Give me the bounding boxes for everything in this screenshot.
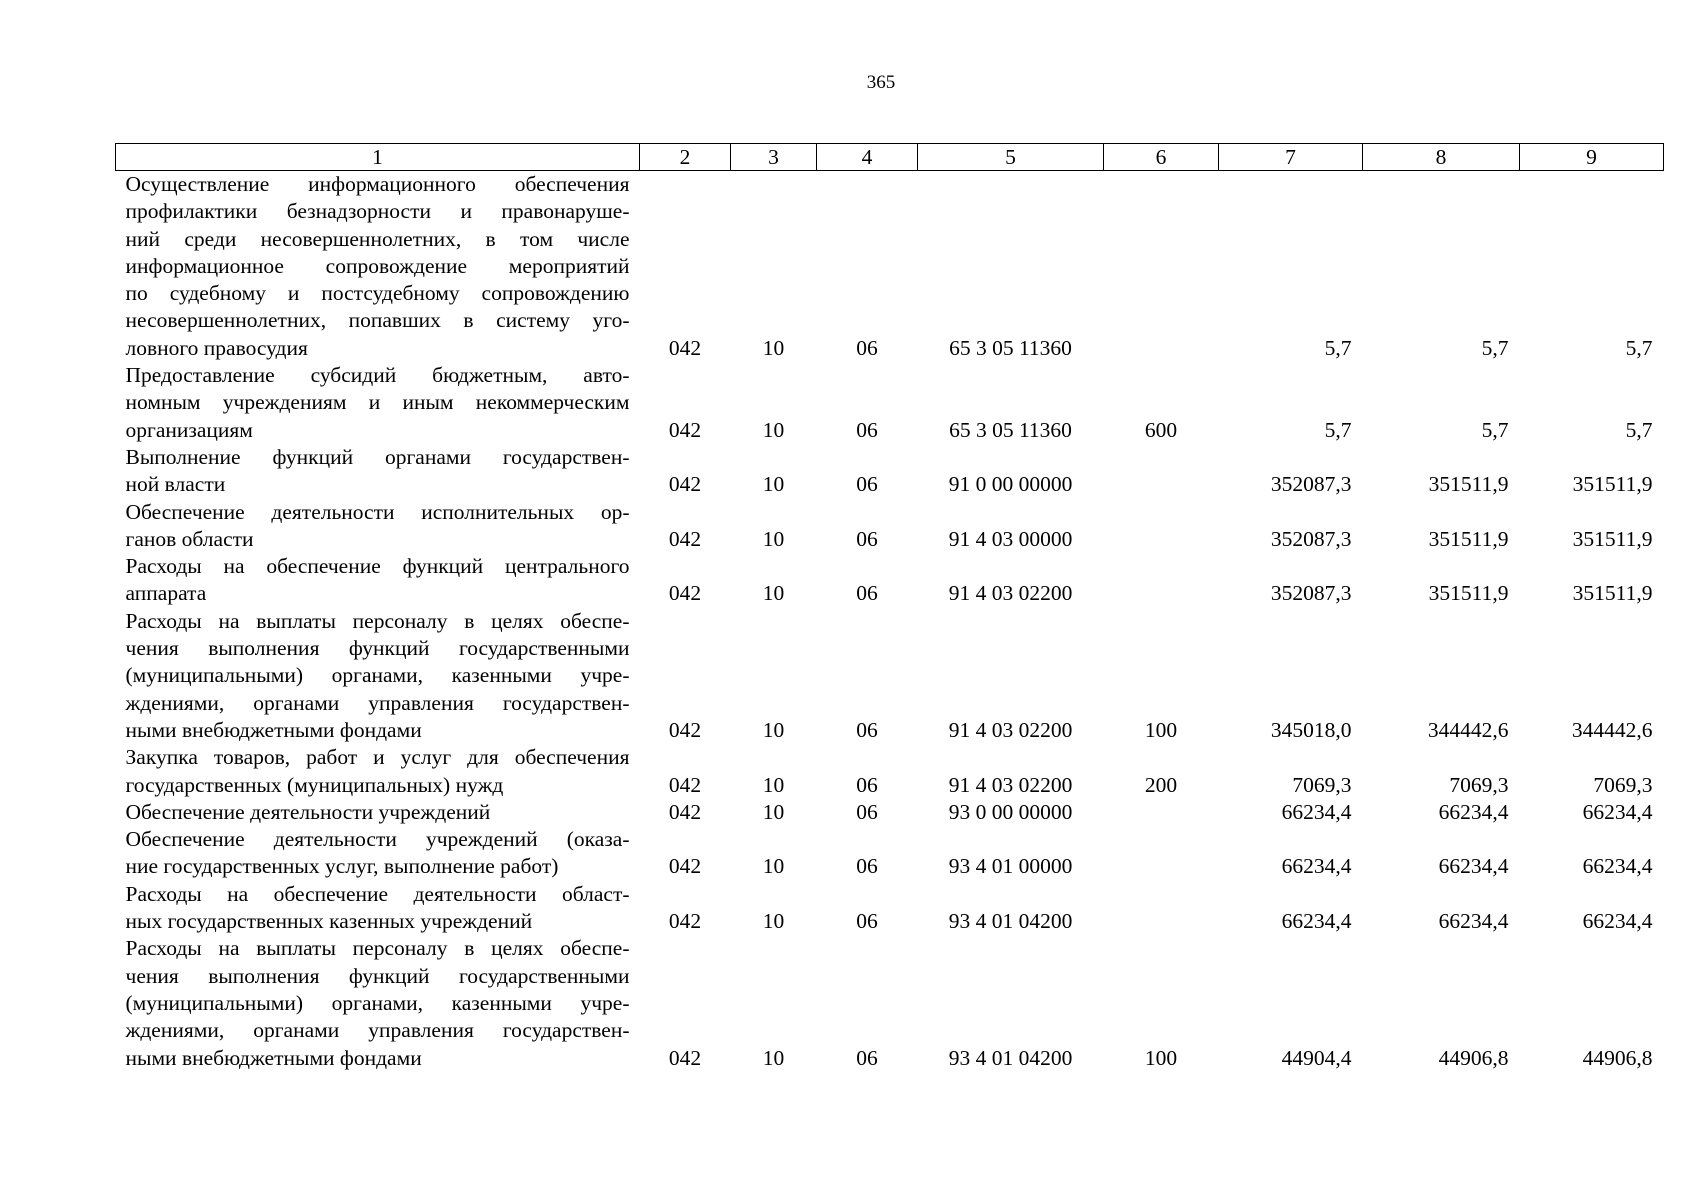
row-name-line: ной власти — [125, 472, 226, 497]
section-code: 10 — [762, 472, 785, 497]
expense-type — [1104, 799, 1219, 826]
row-name-line: чения выполнения функций государственными — [125, 636, 630, 661]
section-code: 10 — [762, 1045, 785, 1070]
subsection-code: 06 — [856, 335, 878, 360]
subsection-code: 06 — [856, 472, 878, 497]
expense-type — [1104, 171, 1219, 363]
table-row — [116, 608, 1664, 744]
section-code: 10 — [762, 909, 785, 934]
row-name-line: Обеспечение деятельности учреждений (оказа- — [125, 827, 630, 852]
budget-code: 042 — [668, 854, 702, 879]
row-name — [116, 799, 640, 826]
column-header-2: 2 — [640, 144, 731, 171]
target-article: 93 4 01 00000 — [948, 854, 1073, 879]
row-name-line: Обеспечение деятельности исполнительных ор- — [125, 499, 630, 524]
row-name-line: ждениями, органами управления государствен- — [125, 690, 630, 715]
row-name-line: Закупка товаров, работ и услуг для обеспечения — [125, 745, 630, 770]
budget-code: 042 — [668, 799, 702, 824]
amount-col-7: 5,7 — [1324, 417, 1352, 442]
subsection-code: 06 — [856, 581, 878, 606]
target-article: 91 4 03 02200 — [948, 717, 1073, 742]
section-code: 10 — [762, 772, 785, 797]
budget-code: 042 — [668, 909, 702, 934]
row-name-line: ждениями, органами управления государствен- — [125, 1018, 630, 1043]
row-name-line: (муниципальными) органами, казенными учре- — [125, 663, 630, 688]
table-row — [116, 499, 1664, 554]
budget-code: 042 — [668, 472, 702, 497]
section-code: 10 — [762, 854, 785, 879]
amount-col-7: 66234,4 — [1281, 909, 1352, 934]
row-name-line: ние государственных услуг, выполнение работ) — [125, 854, 559, 879]
amount-col-8: 5,7 — [1481, 417, 1509, 442]
budget-code: 042 — [668, 417, 702, 442]
subsection-code: 06 — [856, 1045, 878, 1070]
section-code: 10 — [762, 581, 785, 606]
amount-col-8: 66234,4 — [1438, 909, 1509, 934]
expense-type — [1104, 881, 1219, 936]
amount-col-7: 44904,4 — [1281, 1045, 1352, 1070]
amount-col-8: 351511,9 — [1428, 526, 1509, 551]
amount-col-7: 7069,3 — [1292, 772, 1352, 797]
column-header-1: 1 — [116, 144, 640, 171]
section-code: 10 — [762, 799, 785, 824]
row-name-line: ловного правосудия — [125, 335, 308, 360]
column-header-7: 7 — [1219, 144, 1363, 171]
row-name-line: Осуществление информационного обеспечения — [125, 172, 630, 196]
table-row — [116, 744, 1664, 799]
section-code: 10 — [762, 526, 785, 551]
amount-col-7: 345018,0 — [1270, 717, 1352, 742]
amount-col-9: 66234,4 — [1582, 854, 1653, 879]
row-name-line: ными внебюджетными фондами — [125, 717, 422, 742]
column-header-3: 3 — [731, 144, 817, 171]
amount-col-7: 66234,4 — [1281, 854, 1352, 879]
table-header — [116, 144, 1664, 171]
row-name-line: государственных (муниципальных) нужд — [125, 772, 504, 797]
header-row — [116, 144, 1664, 171]
amount-col-8: 351511,9 — [1428, 472, 1509, 497]
amount-col-9: 351511,9 — [1572, 526, 1653, 551]
table-row — [116, 935, 1664, 1071]
amount-col-7: 5,7 — [1324, 335, 1352, 360]
column-header-9: 9 — [1520, 144, 1664, 171]
section-code: 10 — [762, 417, 785, 442]
subsection-code: 06 — [856, 799, 878, 824]
subsection-code: 06 — [856, 717, 878, 742]
subsection-code: 06 — [856, 417, 878, 442]
row-name — [116, 499, 640, 554]
table-row — [116, 553, 1664, 608]
budget-code: 042 — [668, 581, 702, 606]
target-article: 91 4 03 00000 — [948, 526, 1073, 551]
expense-type: 100 — [1144, 1045, 1178, 1070]
row-name-line: Расходы на выплаты персоналу в целях обеспе- — [125, 608, 630, 633]
row-name-line: информационное сопровождение мероприятий — [125, 253, 630, 278]
column-header-4: 4 — [817, 144, 918, 171]
expense-type — [1104, 553, 1219, 608]
amount-col-9: 351511,9 — [1572, 472, 1653, 497]
table-row — [116, 799, 1664, 826]
amount-col-8: 351511,9 — [1428, 581, 1509, 606]
expense-type: 200 — [1144, 772, 1178, 797]
amount-col-9: 344442,6 — [1571, 717, 1653, 742]
budget-table — [115, 143, 1664, 1072]
table-row — [116, 444, 1664, 499]
budget-code: 042 — [668, 717, 702, 742]
section-code: 10 — [762, 717, 785, 742]
amount-col-8: 44906,8 — [1438, 1045, 1509, 1070]
row-name-line: чения выполнения функций государственными — [125, 963, 630, 988]
target-article: 91 4 03 02200 — [948, 581, 1073, 606]
target-article: 65 3 05 11360 — [949, 335, 1072, 360]
amount-col-9: 351511,9 — [1572, 581, 1653, 606]
row-name-line: аппарата — [125, 581, 207, 606]
expense-type — [1104, 444, 1219, 499]
column-header-6: 6 — [1104, 144, 1219, 171]
table-row — [116, 826, 1664, 881]
section-code: 10 — [762, 335, 785, 360]
amount-col-7: 352087,3 — [1270, 526, 1352, 551]
amount-col-9: 66234,4 — [1582, 909, 1653, 934]
budget-code: 042 — [668, 526, 702, 551]
row-name — [116, 362, 640, 444]
expense-type: 100 — [1144, 717, 1178, 742]
page-number: 365 — [866, 72, 896, 93]
amount-col-9: 66234,4 — [1582, 799, 1653, 824]
row-name-line: Выполнение функций органами государствен- — [125, 444, 630, 469]
subsection-code: 06 — [856, 526, 878, 551]
target-article: 91 0 00 00000 — [948, 472, 1073, 497]
amount-col-8: 5,7 — [1481, 335, 1509, 360]
row-name-line: (муниципальными) органами, казенными учре- — [125, 990, 630, 1015]
expense-type — [1104, 826, 1219, 881]
target-article: 93 4 01 04200 — [948, 909, 1073, 934]
row-name-line: ными внебюджетными фондами — [125, 1045, 422, 1070]
subsection-code: 06 — [856, 772, 878, 797]
amount-col-9: 7069,3 — [1593, 772, 1653, 797]
row-name — [116, 935, 640, 1071]
row-name-line: организациям — [125, 417, 253, 442]
row-name-line: ных государственных казенных учреждений — [125, 909, 533, 934]
budget-code: 042 — [668, 1045, 702, 1070]
amount-col-8: 66234,4 — [1438, 799, 1509, 824]
row-name — [116, 171, 640, 363]
target-article: 91 4 03 02200 — [948, 772, 1073, 797]
target-article: 93 0 00 00000 — [948, 799, 1073, 824]
table-row — [116, 171, 1664, 363]
row-name-line: Расходы на обеспечение деятельности област- — [125, 881, 630, 906]
row-name — [116, 444, 640, 499]
amount-col-9: 44906,8 — [1582, 1045, 1653, 1070]
target-article: 93 4 01 04200 — [948, 1045, 1073, 1070]
amount-col-8: 7069,3 — [1449, 772, 1509, 797]
row-name-line: Расходы на обеспечение функций центрального — [125, 554, 630, 579]
amount-col-9: 5,7 — [1625, 417, 1653, 442]
row-name — [116, 826, 640, 881]
row-name-line: Расходы на выплаты персоналу в целях обеспе- — [125, 936, 630, 961]
target-article: 65 3 05 11360 — [949, 417, 1072, 442]
row-name-line: по судебному и постсудебному сопровождению — [125, 281, 630, 306]
amount-col-7: 352087,3 — [1270, 581, 1352, 606]
amount-col-8: 66234,4 — [1438, 854, 1509, 879]
row-name-line: Предоставление субсидий бюджетным, авто- — [125, 363, 630, 388]
amount-col-7: 66234,4 — [1281, 799, 1352, 824]
expense-type: 600 — [1144, 417, 1178, 442]
subsection-code: 06 — [856, 854, 878, 879]
amount-col-8: 344442,6 — [1427, 717, 1509, 742]
row-name — [116, 881, 640, 936]
row-name — [116, 553, 640, 608]
subsection-code: 06 — [856, 909, 878, 934]
row-name-line: номным учреждениям и иным некоммерческим — [125, 390, 630, 415]
column-header-5: 5 — [918, 144, 1104, 171]
table-row — [116, 881, 1664, 936]
row-name-line: профилактики безнадзорности и правонаруше- — [125, 199, 630, 224]
budget-code: 042 — [668, 772, 702, 797]
expense-type — [1104, 499, 1219, 554]
amount-col-9: 5,7 — [1625, 335, 1653, 360]
table-row — [116, 362, 1664, 444]
row-name-line: несовершеннолетних, попавших в систему уго- — [125, 308, 630, 333]
row-name-line: ганов области — [125, 526, 254, 551]
amount-col-7: 352087,3 — [1270, 472, 1352, 497]
budget-code: 042 — [668, 335, 702, 360]
row-name — [116, 744, 640, 799]
row-name-line: ний среди несовершеннолетних, в том числе — [125, 226, 630, 251]
row-name-line: Обеспечение деятельности учреждений — [125, 799, 491, 824]
row-name — [116, 608, 640, 744]
column-header-8: 8 — [1363, 144, 1520, 171]
table-body — [116, 171, 1664, 1072]
